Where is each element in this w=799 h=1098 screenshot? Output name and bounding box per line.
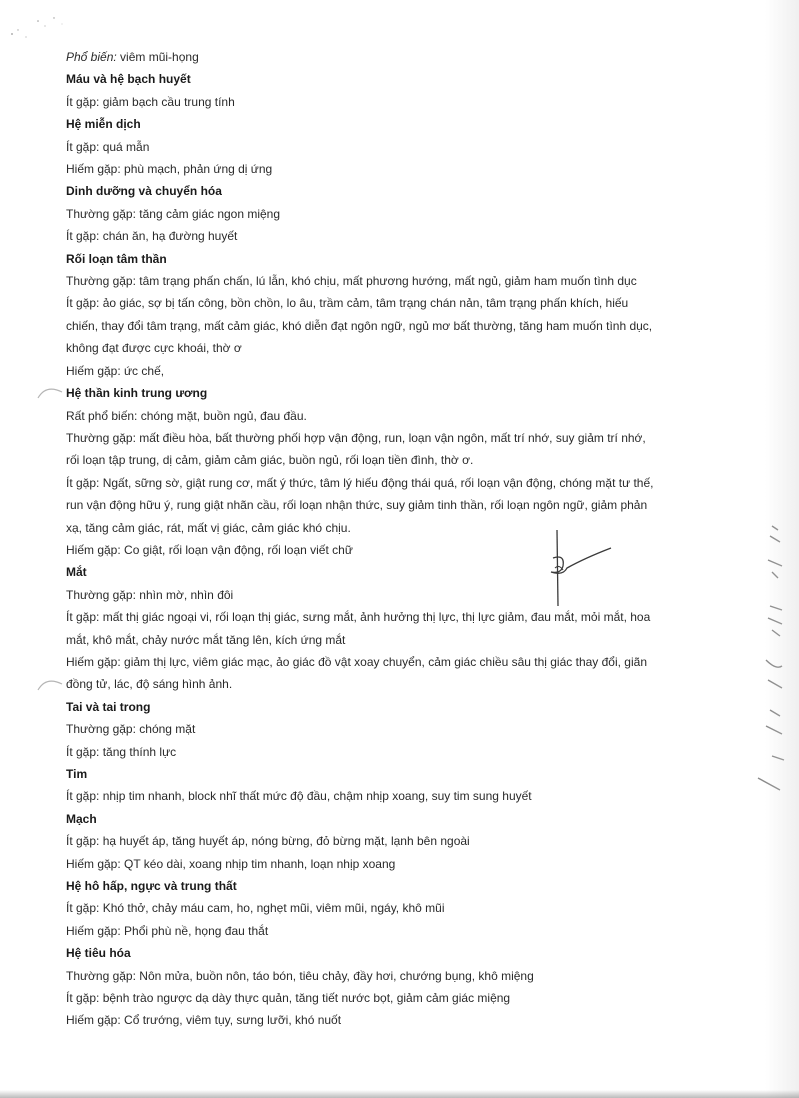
text-line: Hiếm gặp: giảm thị lực, viêm giác mạc, ảo giác đồ vật xoay chuyển, cảm giác chiều sâu thị giác thay đổi, giãn: [66, 654, 647, 669]
text-line: Ít gặp: mất thị giác ngoại vi, rối loạn thị giác, sưng mắt, ảnh hưởng thị lực, thị lực giảm, đau mắt, mỏi mắt, hoa: [66, 610, 651, 625]
section-heading: Tim: [66, 767, 88, 781]
section-heading: Mạch: [66, 811, 97, 826]
text-line: Ít gặp: bệnh trào ngược dạ dày thực quản, tăng tiết nước bọt, giảm cảm giác miệng: [66, 991, 511, 1006]
text-line: không đạt được cực khoái, thờ ơ: [66, 341, 242, 356]
text-line: rối loạn tập trung, dị cảm, giảm cảm giác, buồn ngủ, rối loạn tiền đình, thờ ơ.: [66, 453, 474, 468]
text-line: chiến, thay đổi tâm trạng, mất cảm giác, khó diễn đạt ngôn ngữ, ngủ mơ bất thường, tăng ham muốn tình dục,: [66, 318, 653, 333]
text-line: Thường gặp: mất điều hòa, bất thường phối hợp vận động, run, loạn vận ngôn, mất trí nhớ, suy giảm trí nhớ,: [66, 430, 646, 445]
text-line: Hiếm gặp: ức chế,: [66, 363, 165, 378]
text-line: Ít gặp: hạ huyết áp, tăng huyết áp, nóng bừng, đỏ bừng mặt, lạnh bên ngoài: [66, 834, 470, 849]
text-line: Ít gặp: nhịp tim nhanh, block nhĩ thất mức độ đầu, chậm nhịp xoang, suy tim sung huyết: [66, 789, 532, 804]
text-line: [66, 46, 716, 68]
text-line: Ít gặp: ảo giác, sợ bị tấn công, bồn chồn, lo âu, trầm cảm, tâm trạng chán nản, tâm trạng phấn khích, hiếu: [66, 296, 629, 311]
text-content: viêm mũi-họng: [116, 50, 199, 64]
text-line: Ít gặp: tăng thính lực: [66, 744, 177, 759]
section-heading: Rối loạn tâm thần: [66, 251, 167, 266]
text-line: Ít gặp: Ngất, sững sờ, giật rung cơ, mất ý thức, tâm lý hiếu động thái quá, rối loạn vận động, chóng mặt tư thế,: [66, 475, 654, 490]
scan-shadow-right: [765, 0, 799, 1098]
text-line: Ít gặp: chán ăn, hạ đường huyết: [66, 229, 238, 244]
frequency-label: Phổ biến:: [66, 50, 117, 64]
text-line: Ít gặp: quá mẫn: [66, 139, 150, 154]
text-line: Rất phổ biến: chóng mặt, buồn ngủ, đau đầu.: [66, 408, 307, 423]
punch-hole-mark: [36, 382, 64, 402]
document-body: [66, 46, 716, 1032]
text-line: xạ, tăng cảm giác, rát, mất vị giác, cảm giác khó chịu.: [66, 520, 351, 535]
section-heading: Hệ hô hấp, ngực và trung thất: [66, 879, 237, 894]
text-line: Thường gặp: tâm trạng phấn chấn, lú lẫn, khó chịu, mất phương hướng, mất ngủ, giảm ham muốn tình dục: [66, 274, 637, 289]
punch-hole-mark: [36, 674, 64, 694]
text-line: Hiếm gặp: Co giật, rối loạn vận động, rối loạn viết chữ: [66, 542, 353, 557]
section-heading: Hệ tiêu hóa: [66, 946, 131, 961]
section-heading: Tai và tai trong: [66, 699, 151, 714]
text-line: Ít gặp: giảm bạch cầu trung tính: [66, 94, 235, 109]
text-line: mắt, khô mắt, chảy nước mắt tăng lên, kích ứng mắt: [66, 632, 346, 647]
section-heading: Hệ miễn dịch: [66, 117, 141, 132]
scan-shadow-bottom: [0, 1090, 799, 1098]
text-line: Hiếm gặp: Phổi phù nề, họng đau thắt: [66, 923, 269, 938]
text-line: Ít gặp: Khó thở, chảy máu cam, ho, nghẹt mũi, viêm mũi, ngáy, khô mũi: [66, 901, 445, 916]
section-heading: Máu và hệ bạch huyết: [66, 72, 191, 87]
text-line: đồng tử, lác, độ sáng hình ảnh.: [66, 677, 233, 692]
handwritten-signature: [545, 528, 615, 608]
text-line: Thường gặp: chóng mặt: [66, 722, 196, 737]
scan-speckle: [4, 12, 74, 52]
section-heading: Mắt: [66, 565, 87, 580]
section-heading: Dinh dưỡng và chuyển hóa: [66, 184, 222, 199]
text-line: Hiếm gặp: QT kéo dài, xoang nhịp tim nhanh, loạn nhịp xoang: [66, 856, 396, 871]
text-line: Thường gặp: Nôn mửa, buồn nôn, táo bón, tiêu chảy, đầy hơi, chướng bụng, khô miệng: [66, 968, 534, 983]
section-heading: Hệ thần kinh trung ương: [66, 386, 208, 401]
text-line: Thường gặp: tăng cảm giác ngon miệng: [66, 206, 281, 221]
text-line: Hiếm gặp: phù mạch, phản ứng dị ứng: [66, 162, 273, 177]
text-line: Hiếm gặp: Cổ trướng, viêm tụy, sưng lưỡi, khó nuốt: [66, 1013, 342, 1028]
text-line: run vận động hữu ý, rung giật nhãn cầu, rối loạn nhận thức, suy giảm tinh thần, rối loạn ngôn ngữ, giảm phản: [66, 498, 648, 513]
text-line: Thường gặp: nhìn mờ, nhìn đôi: [66, 587, 234, 602]
